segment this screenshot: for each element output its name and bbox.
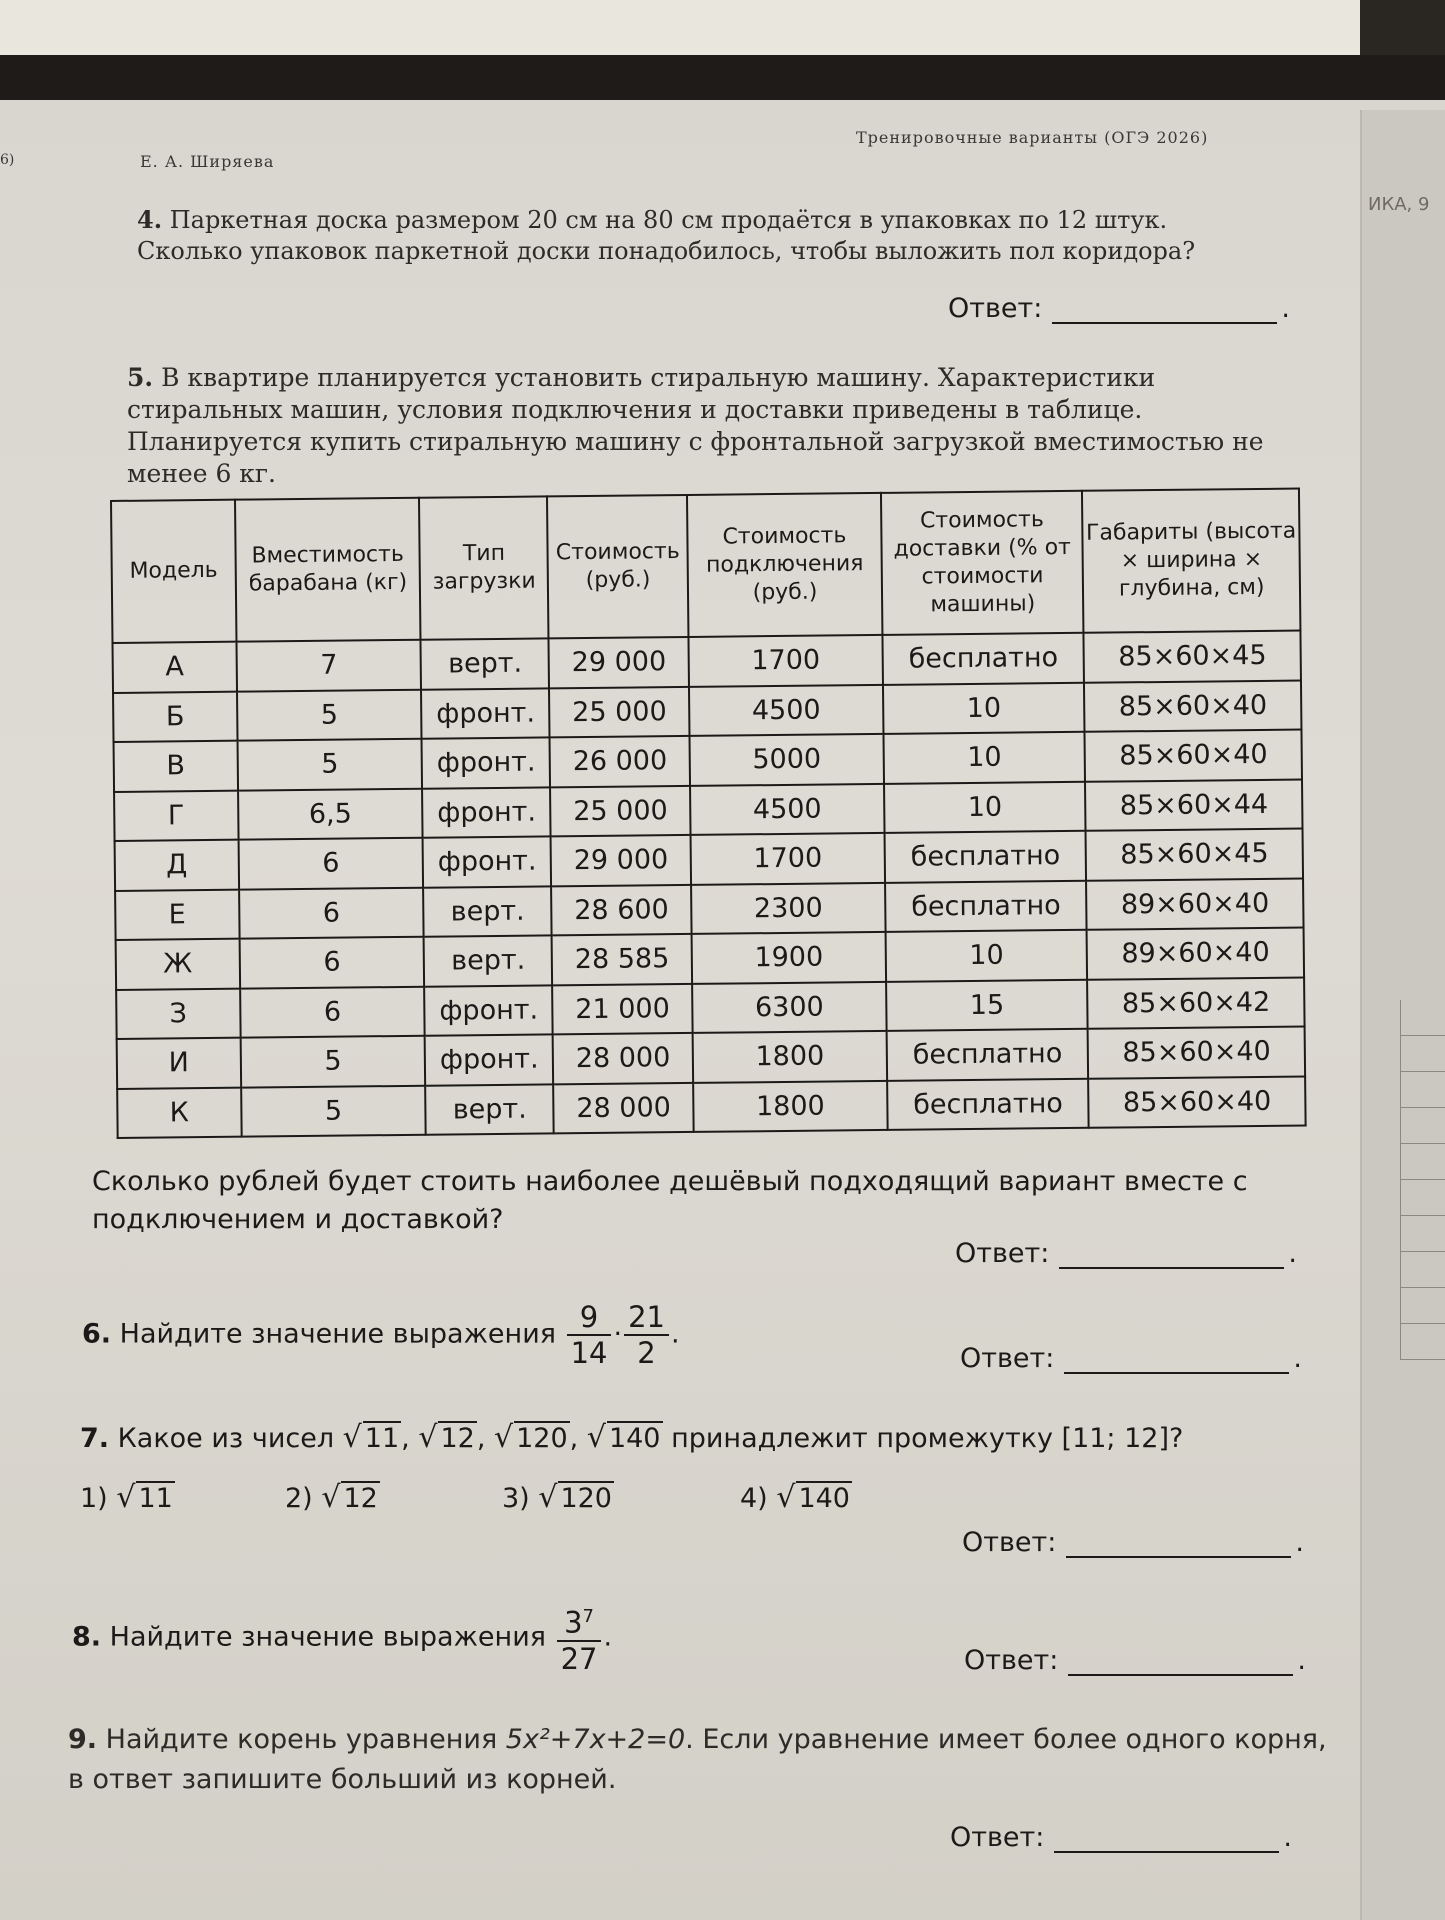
task-9-text: Найдите корень уравнения [105, 1724, 498, 1755]
task-8-number: 8. [72, 1621, 102, 1653]
option-3[interactable]: 3) √ 120 [502, 1480, 612, 1515]
table-cell: 10 [883, 682, 1085, 734]
book-title-header: Тренировочные варианты (ОГЭ 2026) [856, 128, 1209, 147]
model-cell: В [114, 741, 238, 792]
table-cell: 89×60×40 [1087, 928, 1304, 980]
table-cell: 1700 [689, 635, 883, 687]
answer-field[interactable] [1052, 300, 1277, 324]
table-cell: 85×60×40 [1088, 1027, 1305, 1079]
page-corner-mark: 6) [0, 152, 15, 168]
table-cell: 26 000 [550, 736, 690, 787]
task-5-question: Сколько рублей будет стоить наиболее дешёвый подходящий вариант вместе с подключением и доставкой? [92, 1166, 1248, 1235]
table-cell: 5 [237, 739, 422, 790]
option-2[interactable]: 2) √ 12 [285, 1480, 378, 1515]
model-cell: А [112, 642, 236, 693]
table-cell: 85×60×42 [1088, 977, 1305, 1029]
table-cell: 6,5 [238, 788, 423, 839]
table-cell: верт. [424, 935, 552, 986]
adjacent-page-grid [1400, 1000, 1445, 1360]
table-cell: 10 [884, 781, 1086, 833]
answer-label: Ответ: [950, 1822, 1045, 1853]
model-cell: Д [115, 840, 239, 891]
table-cell: бесплатно [884, 831, 1086, 883]
table-cell: 5000 [690, 734, 884, 786]
table-cell: 7 [236, 640, 421, 691]
table-cell: 6 [240, 986, 425, 1037]
task-9-text-after: . Если уравнение имеет более одного корня, в ответ запишите больший из корней. [68, 1724, 1327, 1795]
model-cell: З [116, 988, 240, 1039]
answer-label: Ответ: [962, 1527, 1057, 1558]
model-cell: Е [115, 889, 239, 940]
task-6-number: 6. [82, 1318, 112, 1350]
task-7-number: 7. [80, 1423, 110, 1454]
answer-label: Ответ: [955, 1238, 1050, 1269]
sqrt-value: 140 [608, 1423, 661, 1454]
answer-label: Ответ: [964, 1645, 1059, 1676]
table-cell: 25 000 [550, 785, 690, 836]
table-cell: фронт. [425, 1034, 553, 1085]
column-header: Модель [111, 500, 236, 643]
column-header: Вместимость барабана (кг) [235, 498, 421, 642]
model-cell: Ж [116, 939, 240, 990]
option-1[interactable]: 1) √ 11 [80, 1480, 173, 1515]
column-header: Габариты (высота × ширина × глубина, см) [1082, 489, 1300, 633]
table-cell: 15 [886, 979, 1088, 1031]
answer-field[interactable] [1068, 1652, 1293, 1676]
task-4 [137, 204, 1272, 267]
task-5-text: В квартире планируется установить стиральную машину. Характеристики стиральных машин, условия подключения и доставки приведены в таблице. Планируется купить стиральную машину с фронтальной загрузкой вместимостью не менее 6 кг. [127, 363, 1264, 488]
table-cell: бесплатно [885, 880, 1087, 932]
column-header: Стоимость доставки (% от стоимости машины) [881, 491, 1084, 635]
task-8-text: Найдите значение выражения [109, 1621, 546, 1653]
fraction: $\frac{3^7}{27}$ [557, 1600, 602, 1676]
table-cell: 1900 [692, 932, 886, 984]
table-cell: фронт. [422, 737, 550, 788]
table-cell: фронт. [425, 985, 553, 1036]
table-cell: бесплатно [887, 1078, 1089, 1130]
table-cell: фронт. [421, 688, 549, 739]
table-cell: бесплатно [882, 633, 1084, 685]
table-cell: 5 [241, 1085, 426, 1136]
task-7-text-after: принадлежит промежутку [11; 12]? [671, 1423, 1184, 1454]
task-9-number: 9. [68, 1724, 98, 1755]
table-cell: 25 000 [549, 686, 689, 737]
sqrt-value: 11 [364, 1423, 400, 1454]
table-cell: 28 000 [553, 1082, 693, 1133]
sqrt-value: 120 [516, 1423, 568, 1454]
task-8-answer: Ответ: . [964, 1645, 1306, 1676]
model-cell: К [117, 1087, 241, 1138]
table-cell: фронт. [423, 787, 551, 838]
task-9 [68, 1720, 1328, 1800]
table-cell: 89×60×40 [1087, 878, 1304, 930]
washing-machines-table [110, 488, 1307, 1139]
model-cell: Б [113, 691, 237, 742]
task-9-answer: Ответ: . [950, 1822, 1292, 1853]
task-4-answer: Ответ: . [948, 293, 1290, 324]
column-header: Тип загрузки [419, 496, 548, 639]
table-cell: 4500 [690, 783, 884, 835]
table-cell: бесплатно [886, 1029, 1088, 1081]
table-cell: верт. [421, 638, 549, 689]
answer-label: Ответ: [960, 1343, 1055, 1374]
table-cell: 28 585 [552, 934, 692, 985]
table-cell: 1800 [693, 1080, 887, 1132]
fraction: $\frac{9}{14}$ [567, 1300, 612, 1370]
table-cell: верт. [424, 886, 552, 937]
table-cell: фронт. [423, 836, 551, 887]
adjacent-page-text: ИКА, 9 [1368, 194, 1430, 215]
author-header: Е. А. Ширяева [140, 152, 275, 171]
table-header-row [111, 489, 1300, 643]
sqrt-value: 12 [440, 1423, 475, 1454]
task-8: 8. Найдите значение выражения $\frac{3^7}{27}$ . [72, 1600, 612, 1676]
table-cell: 1700 [691, 833, 885, 885]
table-cell: 10 [885, 930, 1087, 982]
table-cell: 29 000 [549, 637, 689, 688]
table-cell: 85×60×45 [1086, 829, 1303, 881]
task-5-number: 5. [127, 363, 154, 392]
table-cell: 5 [240, 1036, 425, 1087]
table-cell: 85×60×40 [1085, 730, 1302, 782]
table-cell: 6 [239, 937, 424, 988]
table-cell: 21 000 [552, 983, 692, 1034]
table-cell: 85×60×45 [1084, 631, 1301, 683]
answer-label: Ответ: [948, 293, 1043, 324]
answer-field[interactable] [1064, 1350, 1289, 1374]
table-cell: 28 600 [551, 884, 691, 935]
table-cell: 10 [883, 732, 1085, 784]
task-4-number: 4. [137, 205, 163, 234]
table-cell: 5 [237, 689, 422, 740]
task-5 [127, 362, 1297, 490]
table-cell: 85×60×40 [1084, 680, 1301, 732]
task-6-answer: Ответ: . [960, 1343, 1302, 1374]
table-cell: верт. [426, 1084, 554, 1135]
task-7-text: Какое из чисел [117, 1423, 335, 1454]
table-cell: 85×60×44 [1085, 779, 1302, 831]
option-4[interactable]: 4) √ 140 [740, 1480, 850, 1515]
table-cell: 6300 [692, 981, 886, 1033]
equation: 5x²+7x+2=0 [505, 1724, 686, 1755]
table-cell: 6 [238, 838, 423, 889]
answer-field[interactable] [1066, 1534, 1291, 1558]
task-6-text: Найдите значение выражения [119, 1318, 556, 1350]
task-4-text: Паркетная доска размером 20 см на 80 см продаётся в упаковках по 12 штук. Сколько упаковок паркетной доски понадобилось, чтобы выложить пол коридора? [137, 206, 1196, 265]
table-cell: 1800 [693, 1031, 887, 1083]
table-cell: 28 000 [553, 1033, 693, 1084]
fraction: $\frac{21}{2}$ [624, 1300, 669, 1370]
table-cell: 2300 [691, 882, 885, 934]
table-cell: 85×60×40 [1089, 1076, 1306, 1128]
next-page-edge [0, 0, 1360, 55]
table-cell: 29 000 [551, 835, 691, 886]
table-cell: 4500 [689, 684, 883, 736]
answer-field[interactable] [1059, 1245, 1284, 1269]
task-6: 6. Найдите значение выражения $\frac{9}{14}$ · $\frac{21}{2}$ . [82, 1300, 680, 1370]
answer-field[interactable] [1054, 1829, 1279, 1853]
column-header: Стоимость (руб.) [547, 495, 688, 638]
task-5-answer: Ответ: . [955, 1238, 1297, 1269]
model-cell: Г [114, 790, 238, 841]
column-header: Стоимость подключения (руб.) [687, 493, 882, 637]
task-7: 7. Какое из чисел √ 11, √ 12, √ 120, √ 140 принадлежит промежутку [11; 12]? [80, 1420, 1184, 1455]
model-cell: И [117, 1038, 241, 1089]
table-cell: 6 [239, 887, 424, 938]
task-7-answer: Ответ: . [962, 1527, 1304, 1558]
